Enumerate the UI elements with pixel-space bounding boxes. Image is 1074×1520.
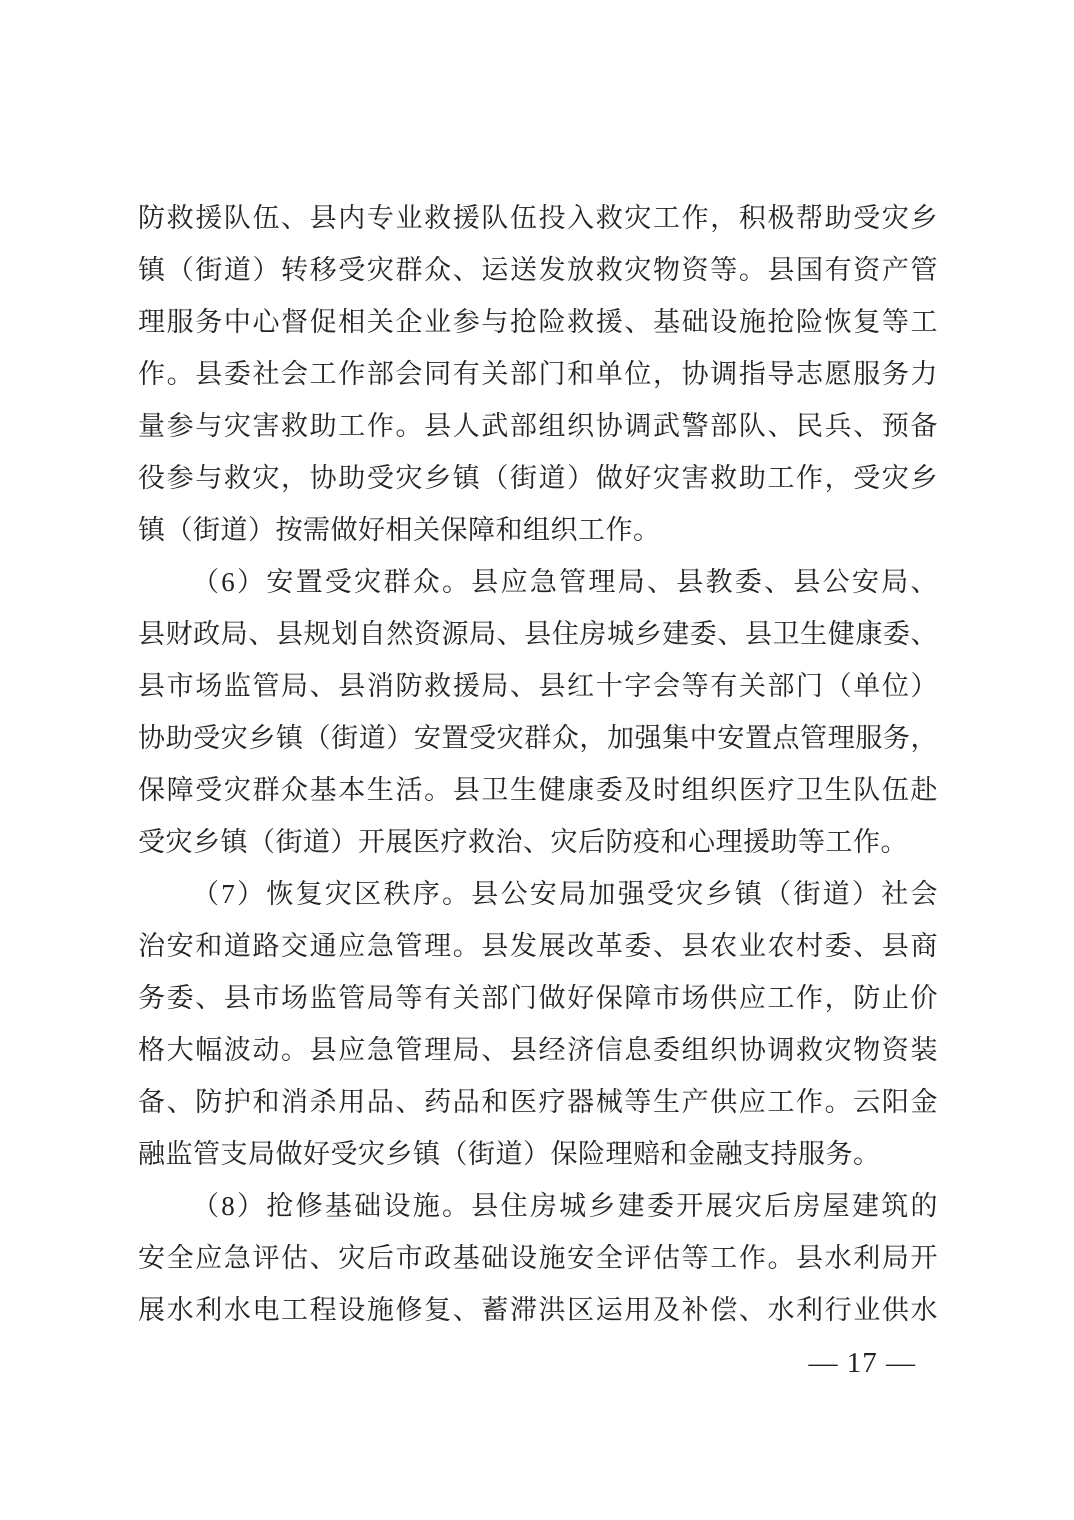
text-line: 协助受灾乡镇（街道）安置受灾群众，加强集中安置点管理服务， [138, 723, 938, 753]
text-line: 务委、县市场监管局等有关部门做好保障市场供应工作，防止价 [138, 983, 938, 1013]
text-line: 量参与灾害救助工作。县人武部组织协调武警部队、民兵、预备 [138, 411, 938, 441]
text-line: 保障受灾群众基本生活。县卫生健康委及时组织医疗卫生队伍赴 [138, 775, 938, 805]
text-line: 县市场监管局、县消防救援局、县红十字会等有关部门（单位） [138, 671, 938, 701]
text-paragraph [138, 556, 938, 868]
text-paragraph [138, 868, 938, 1180]
text-line: 展水利水电工程设施修复、蓄滞洪区运用及补偿、水利行业供水 [138, 1295, 938, 1325]
document-text-block [138, 192, 938, 1336]
text-line: （7）恢复灾区秩序。县公安局加强受灾乡镇（街道）社会 [192, 879, 938, 909]
text-paragraph [138, 1180, 938, 1336]
text-line: 备、防护和消杀用品、药品和医疗器械等生产供应工作。云阳金 [138, 1087, 938, 1117]
text-line: 镇（街道）转移受灾群众、运送发放救灾物资等。县国有资产管 [138, 255, 938, 285]
text-line: 治安和道路交通应急管理。县发展改革委、县农业农村委、县商 [138, 931, 938, 961]
text-line: 作。县委社会工作部会同有关部门和单位，协调指导志愿服务力 [138, 359, 938, 389]
page-number: — 17 — [808, 1347, 916, 1379]
text-line: 理服务中心督促相关企业参与抢险救援、基础设施抢险恢复等工 [138, 307, 938, 337]
text-line: 受灾乡镇（街道）开展医疗救治、灾后防疫和心理援助等工作。 [138, 827, 908, 857]
text-line: 县财政局、县规划自然资源局、县住房城乡建委、县卫生健康委、 [138, 619, 938, 649]
text-line: 格大幅波动。县应急管理局、县经济信息委组织协调救灾物资装 [138, 1035, 938, 1065]
text-line: 镇（街道）按需做好相关保障和组织工作。 [138, 515, 661, 545]
text-line: 安全应急评估、灾后市政基础设施安全评估等工作。县水利局开 [138, 1243, 938, 1273]
text-line: 防救援队伍、县内专业救援队伍投入救灾工作，积极帮助受灾乡 [138, 203, 938, 233]
text-line: 融监管支局做好受灾乡镇（街道）保险理赔和金融支持服务。 [138, 1139, 881, 1169]
text-line: （8）抢修基础设施。县住房城乡建委开展灾后房屋建筑的 [192, 1191, 938, 1221]
text-paragraph [138, 192, 938, 556]
text-line: 役参与救灾，协助受灾乡镇（街道）做好灾害救助工作，受灾乡 [138, 463, 938, 493]
page-footer [809, 1346, 917, 1380]
text-line: （6）安置受灾群众。县应急管理局、县教委、县公安局、 [192, 567, 938, 597]
